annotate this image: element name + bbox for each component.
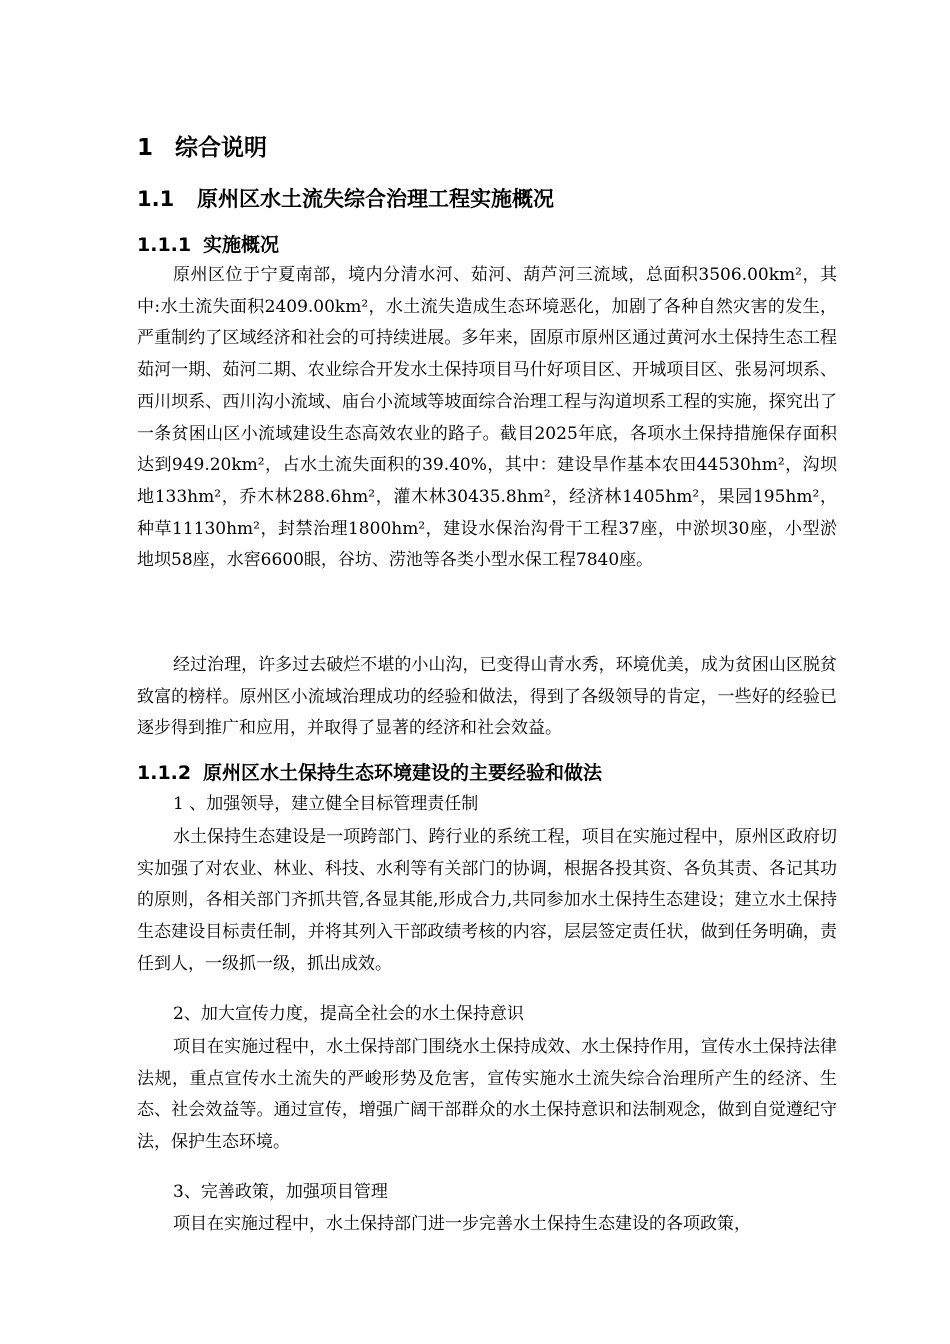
section-heading bbox=[137, 182, 554, 216]
section-number: 1.1 bbox=[137, 187, 175, 211]
chapter-heading bbox=[137, 130, 267, 166]
section-title: 原州区水土流失综合治理工程实施概况 bbox=[197, 187, 554, 211]
subsection-heading-1 bbox=[137, 230, 279, 260]
paragraph-results: 经过治理，许多过去破烂不堪的小山沟，已变得山青水秀，环境优美，成为贫困山区脱贫致富的榜样。原州区小流域治理成功的经验和做法，得到了各级领导的肯定，一些好的经验已逐步得到推广和应用，并取得了显著的经济和社会效益。 bbox=[137, 655, 837, 739]
paragraph-overview: 原州区位于宁夏南部，境内分清水河、茹河、葫芦河三流域，总面积3506.00km²，其中:水土流失面积2409.00km²，水土流失造成生态环境恶化，加剧了各种自然灾害的发生，严重制约了区域经济和社会的可持续进展。多年来，固原市原州区通过黄河水土保持生态工程茹河一期、茹河二期、农业综合开发水土保持项目马什好项目区、开城项目区、张易河坝系、西川坝系、西川沟小流域、庙台小流域等坡面综合治理工程与沟道坝系工程的实施，探究出了一条贫困山区小流域建设生态高效农业的路子。截目2025年底，各项水土保持措施保存面积达到949.20km²，占水土流失面积的39.40%，其中：建设旱作基本农田44530hm²，沟坝地133hm²，乔木林288.6hm²，灌木林30435.8hm²，经济林1405hm²，果园195hm²，种草11130hm²，封禁治理1800hm²，建设水保治沟骨干工程37座，中淤坝30座，小型淤地坝58座，水窖6600眼，谷坊、涝池等各类小型水保工程7840座。 bbox=[137, 265, 837, 571]
paragraph-publicity: 项目在实施过程中，水土保持部门围绕水土保持成效、水土保持作用，宣传水土保持法律法规，重点宣传水土流失的严峻形势及危害，宣传实施水土流失综合治理所产生的经济、生态、社会效益等。通过宣传，增强广阔干部群众的水土保持意识和法制观念，做到自觉遵纪守法，保护生态环境。 bbox=[137, 1037, 837, 1153]
paragraph-leadership: 水土保持生态建设是一项跨部门、跨行业的系统工程，项目在实施过程中，原州区政府切实加强了对农业、林业、科技、水利等有关部门的协调，根据各投其资、各负其责、各记其功的原则，各相关部门齐抓共管,各显其能,形成合力,共同参加水土保持生态建设；建立水土保持生态建设目标责任制，并将其列入干部政绩考核的内容，层层签定责任状，做到任务明确，责任到人，一级抓一级，抓出成效。 bbox=[137, 827, 837, 974]
subsection-title: 实施概况 bbox=[203, 234, 280, 256]
list-item-3: 3、完善政策，加强项目管理 bbox=[173, 1182, 388, 1202]
chapter-title: 综合说明 bbox=[175, 135, 267, 161]
paragraph-policy: 项目在实施过程中，水土保持部门进一步完善水土保持生态建设的各项政策， bbox=[173, 1214, 751, 1234]
list-item-1: 1 、加强领导，建立健全目标管理责任制 bbox=[173, 794, 479, 814]
subsection-number: 1.1.2 bbox=[137, 762, 192, 784]
subsection-heading-2 bbox=[137, 758, 602, 788]
subsection-title: 原州区水土保持生态环境建设的主要经验和做法 bbox=[203, 762, 603, 784]
subsection-number: 1.1.1 bbox=[137, 234, 192, 256]
list-item-2: 2、加大宣传力度，提高全社会的水土保持意识 bbox=[173, 1004, 524, 1024]
chapter-number: 1 bbox=[137, 135, 154, 161]
